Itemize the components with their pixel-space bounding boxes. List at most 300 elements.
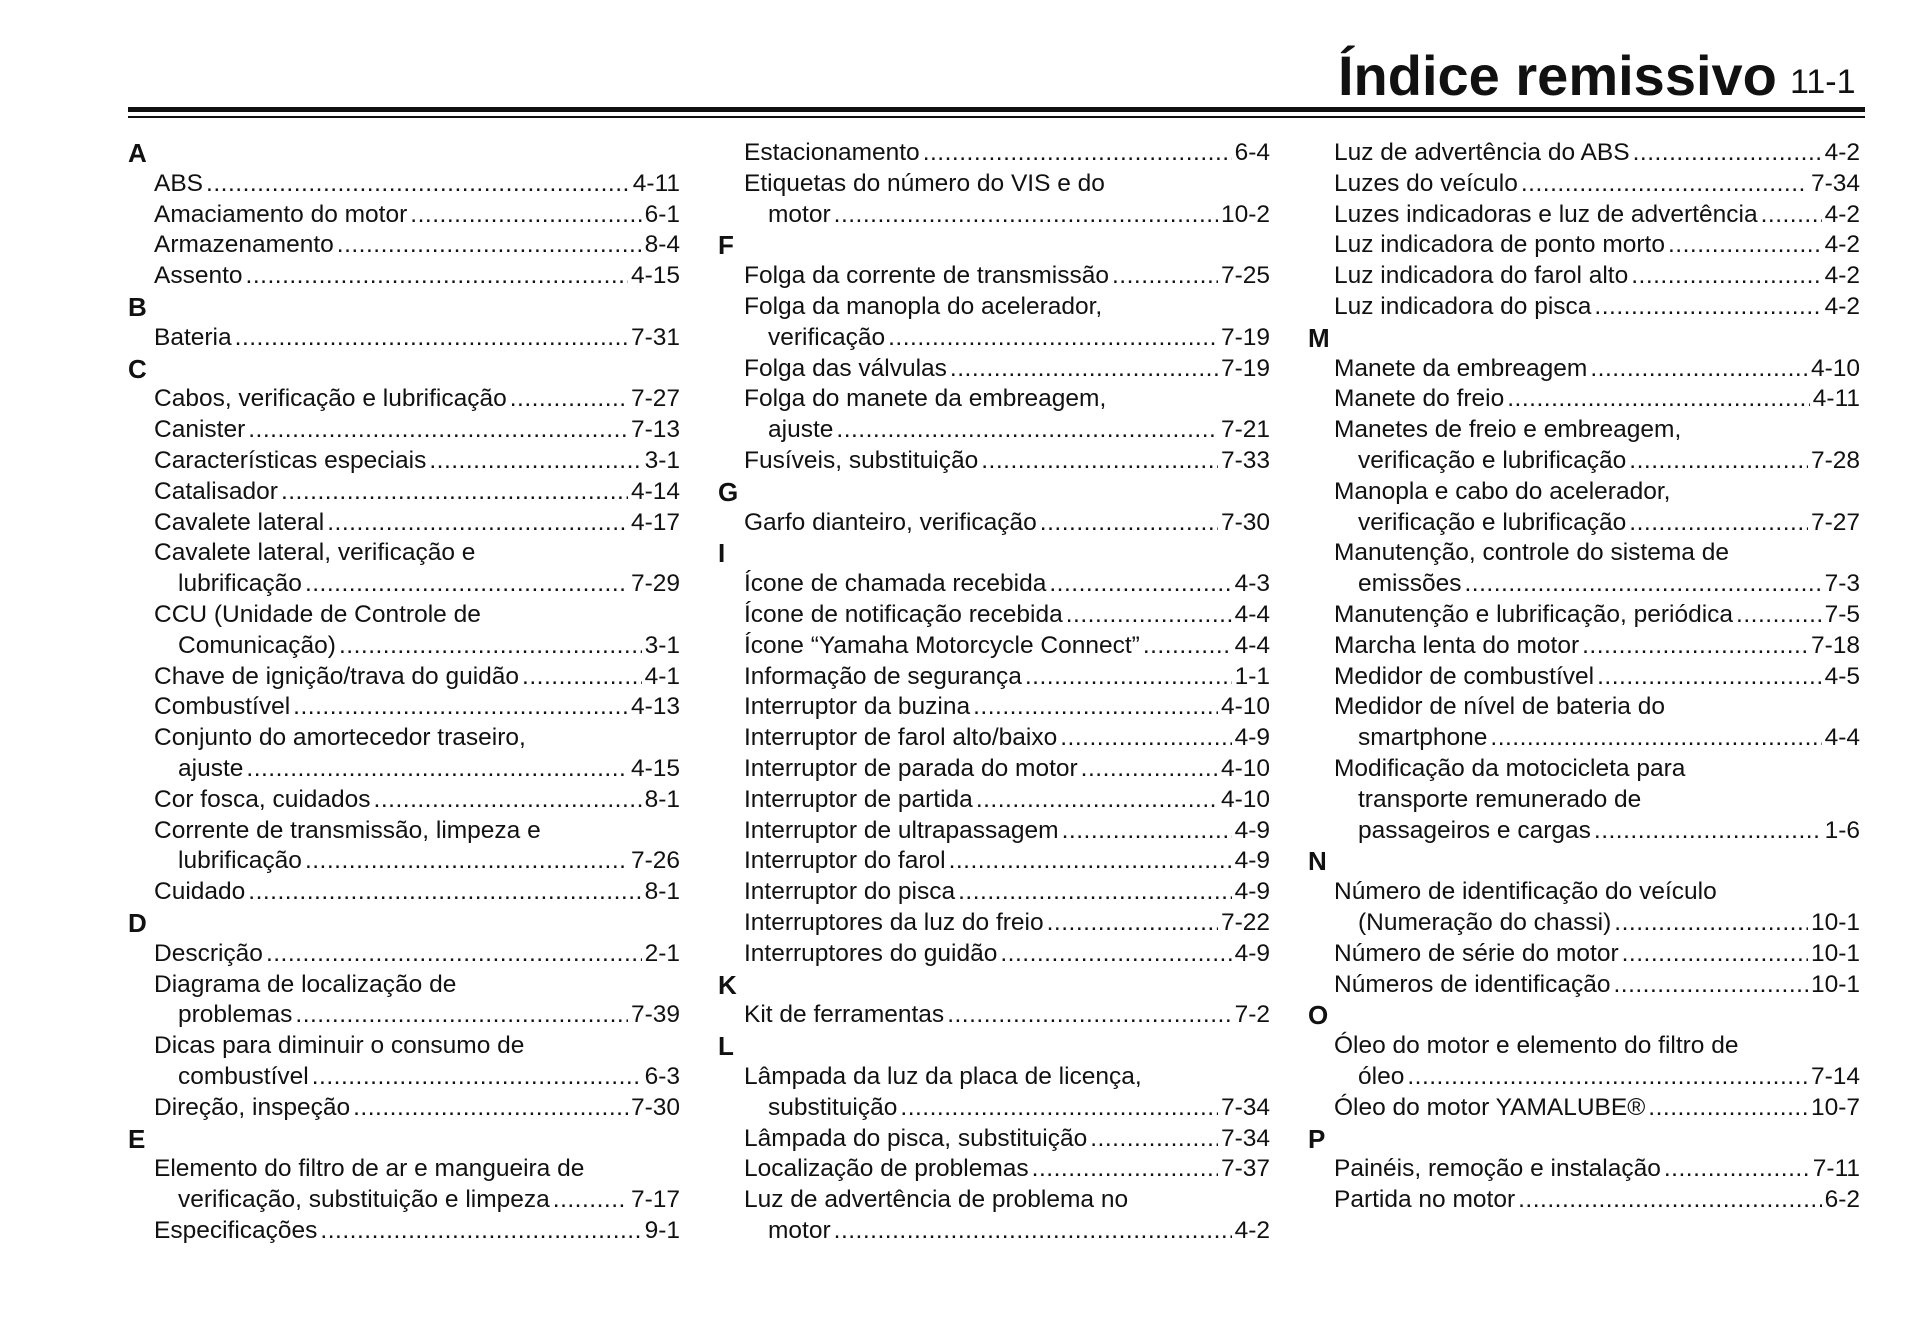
entry-line (128, 1216, 680, 1247)
entry-line (1308, 1154, 1860, 1185)
entry-text: motor (768, 1216, 831, 1244)
index-entry (128, 970, 680, 1032)
dot-leader (1597, 662, 1821, 693)
entry-page-ref: 3-1 (644, 631, 680, 659)
entry-text: Interruptor de ultrapassagem (744, 816, 1059, 844)
dot-leader (1047, 908, 1218, 939)
index-entry (718, 692, 1270, 723)
entry-page-ref: 7-3 (1824, 570, 1860, 598)
entry-text: Luz indicadora de ponto morto (1334, 231, 1665, 259)
index-entry (128, 1031, 680, 1093)
entry-text: passageiros e cargas (1358, 816, 1591, 844)
dot-leader (1736, 600, 1822, 631)
entry-text: CCU (Unidade de Controle de (154, 600, 481, 628)
section-letter: L (718, 1031, 734, 1062)
index-entry (1308, 138, 1860, 169)
entry-page-ref: 4-9 (1234, 724, 1270, 752)
entry-page-ref: 7-31 (630, 323, 680, 351)
entry-text: Interruptor do farol (744, 847, 946, 875)
dot-leader (1629, 508, 1808, 539)
index-entry (1308, 261, 1860, 292)
index-entry (1308, 477, 1860, 539)
entry-page-ref: 4-4 (1234, 631, 1270, 659)
entry-line (718, 1216, 1270, 1247)
entry-page-ref: 4-14 (630, 477, 680, 505)
entry-text: Medidor de combustível (1334, 662, 1595, 690)
entry-text: ajuste (768, 416, 834, 444)
entry-page-ref: 4-10 (1220, 754, 1270, 782)
index-entry (1308, 415, 1860, 477)
entry-line (718, 446, 1270, 477)
entry-text: lubrificação (178, 847, 302, 875)
entry-page-ref: 4-11 (1812, 385, 1860, 413)
dot-leader (836, 415, 1218, 446)
dot-leader (1507, 384, 1810, 415)
entry-page-ref: 4-4 (1234, 600, 1270, 628)
entry-text: Chave de ignição/trava do guidão (154, 662, 520, 690)
entry-page-ref: 7-13 (630, 416, 680, 444)
entry-page-ref: 4-9 (1234, 939, 1270, 967)
index-entry (1308, 230, 1860, 261)
index-section (128, 138, 680, 292)
entry-page-ref: 4-9 (1234, 878, 1270, 906)
entry-line (718, 415, 1270, 446)
entry-line (1308, 1093, 1860, 1124)
index-entry (128, 1216, 680, 1247)
entry-page-ref: 4-2 (1824, 262, 1860, 290)
dot-leader (1594, 816, 1822, 847)
entry-page-ref: 4-13 (630, 693, 680, 721)
entry-line (128, 508, 680, 539)
index-entry (1308, 662, 1860, 693)
entry-text: Luz de advertência do ABS (1334, 139, 1630, 166)
dot-leader (1613, 970, 1808, 1001)
section-letter: B (128, 291, 147, 322)
dot-leader (312, 1062, 642, 1093)
index-entry (718, 908, 1270, 939)
entry-line (1308, 354, 1860, 385)
entry-page-ref: 7-26 (630, 847, 680, 875)
dot-leader (1000, 939, 1231, 970)
index-entry (1308, 538, 1860, 600)
index-entry (718, 1154, 1270, 1185)
entry-line (1308, 970, 1860, 1001)
index-entry (128, 600, 680, 662)
entry-page-ref: 7-30 (630, 1093, 680, 1121)
index-entry (128, 415, 680, 446)
dot-leader (888, 323, 1218, 354)
dot-leader (295, 1000, 628, 1031)
entry-text: transporte remunerado de (1358, 785, 1642, 813)
entry-page-ref: 4-2 (1824, 200, 1860, 228)
entry-line (718, 1124, 1270, 1155)
dot-leader (246, 754, 628, 785)
entry-line (1308, 508, 1860, 539)
entry-page-ref: 4-1 (644, 662, 680, 690)
entry-text: Dicas para diminuir o consumo de (154, 1032, 525, 1060)
dot-leader (1490, 723, 1821, 754)
entry-line (128, 846, 680, 877)
dot-leader (320, 1216, 641, 1247)
entry-page-ref: 7-34 (1220, 1124, 1270, 1152)
dot-leader (353, 1093, 628, 1124)
dot-leader (305, 846, 628, 877)
index-column-2 (718, 138, 1270, 1247)
index-section (1308, 323, 1860, 847)
entry-text: Modificação da motocicleta para (1334, 754, 1686, 782)
entry-line (1308, 939, 1860, 970)
entry-page-ref: 4-10 (1810, 354, 1860, 382)
entry-line (718, 200, 1270, 231)
entry-text: ABS (154, 169, 204, 197)
entry-line (1308, 1062, 1860, 1093)
index-entry (718, 138, 1270, 169)
entry-line (1308, 200, 1860, 231)
dot-leader (248, 877, 641, 908)
entry-page-ref: 7-19 (1220, 323, 1270, 351)
index-entry (128, 662, 680, 693)
index-entry (718, 816, 1270, 847)
entry-line (718, 631, 1270, 662)
index-entry (1308, 384, 1860, 415)
dot-leader (248, 415, 628, 446)
index-entry (718, 600, 1270, 631)
entry-page-ref: 7-37 (1220, 1155, 1270, 1183)
entry-page-ref: 9-1 (644, 1216, 680, 1244)
entry-line (1308, 230, 1860, 261)
entry-text: Números de identificação (1334, 970, 1611, 998)
dot-leader (1521, 169, 1808, 200)
index-entry (1308, 970, 1860, 1001)
dot-leader (1629, 446, 1808, 477)
entry-text: smartphone (1358, 724, 1488, 752)
index-entry (1308, 754, 1860, 846)
dot-leader (553, 1185, 628, 1216)
index-section (718, 230, 1270, 476)
entry-line (1308, 816, 1860, 847)
entry-page-ref: 10-1 (1810, 970, 1860, 998)
index-entry (1308, 1031, 1860, 1093)
entry-text: Descrição (154, 939, 263, 967)
entry-page-ref: 2-1 (644, 939, 680, 967)
entry-text: Estacionamento (744, 139, 920, 166)
entry-line (128, 1185, 680, 1216)
dot-leader (339, 631, 642, 662)
index-entry (718, 1124, 1270, 1155)
entry-page-ref: 4-2 (1824, 139, 1860, 166)
entry-text: Características especiais (154, 446, 427, 474)
index-section (1308, 1124, 1860, 1216)
entry-text: Cavalete lateral, verificação e (154, 539, 476, 567)
entry-page-ref: 7-2 (1234, 1001, 1270, 1029)
entry-text: óleo (1358, 1062, 1405, 1090)
entry-line (718, 662, 1270, 693)
entry-line (1308, 384, 1860, 415)
entry-line (718, 785, 1270, 816)
page-header (0, 0, 1920, 125)
entry-line (128, 662, 680, 693)
entry-text: Interruptor da buzina (744, 693, 971, 721)
index-entry (128, 477, 680, 508)
dot-leader (1518, 1185, 1821, 1216)
entry-line (1308, 261, 1860, 292)
page-title: Índice remissivo (1338, 44, 1777, 107)
index-entry (1308, 600, 1860, 631)
entry-page-ref: 10-2 (1220, 200, 1270, 228)
entry-line (718, 939, 1270, 970)
section-letter: A (128, 138, 147, 168)
index-entry (1308, 1154, 1860, 1185)
entry-text: verificação e lubrificação (1358, 446, 1627, 474)
entry-line (1308, 631, 1860, 662)
entry-page-ref: 4-2 (1824, 231, 1860, 259)
entry-line (1308, 292, 1860, 323)
entry-page-ref: 7-14 (1810, 1062, 1860, 1090)
index-section (718, 477, 1270, 539)
entry-text: Comunicação) (178, 631, 336, 659)
index-entry (128, 785, 680, 816)
dot-leader (1648, 1093, 1808, 1124)
entry-text: Luzes indicadoras e luz de advertência (1334, 200, 1758, 228)
entry-page-ref: 7-17 (630, 1186, 680, 1214)
entry-line (1308, 723, 1860, 754)
dot-leader (266, 939, 642, 970)
entry-line (128, 631, 680, 662)
entry-text: Combustível (154, 693, 291, 721)
dot-leader (1049, 569, 1231, 600)
entry-text: Manete da embreagem (1334, 354, 1588, 382)
entry-page-ref: 4-11 (632, 169, 680, 197)
entry-text: Elemento do filtro de ar e mangueira de (154, 1155, 585, 1183)
entry-line (128, 477, 680, 508)
entry-text: Bateria (154, 323, 232, 351)
entry-page-ref: 4-2 (1824, 292, 1860, 320)
entry-text: Cuidado (154, 878, 246, 906)
entry-line (128, 569, 680, 600)
entry-line (128, 1093, 680, 1124)
entry-text: Partida no motor (1334, 1186, 1516, 1214)
entry-text: Marcha lenta do motor (1334, 631, 1580, 659)
dot-leader (1761, 200, 1822, 231)
entry-text: Luz indicadora do pisca (1334, 292, 1592, 320)
entry-text: Folga da corrente de transmissão (744, 262, 1109, 290)
entry-page-ref: 4-3 (1234, 570, 1270, 598)
entry-line (1308, 446, 1860, 477)
entry-text: Garfo dianteiro, verificação (744, 508, 1037, 536)
entry-text: Corrente de transmissão, limpeza e (154, 816, 541, 844)
entry-page-ref: 4-15 (630, 754, 680, 782)
entry-page-ref: 10-7 (1810, 1093, 1860, 1121)
entry-page-ref: 8-1 (644, 878, 680, 906)
entry-page-ref: 4-9 (1234, 847, 1270, 875)
index-section (718, 538, 1270, 969)
header-rule-thin (128, 116, 1865, 118)
entry-page-ref: 8-1 (644, 785, 680, 813)
dot-leader (1668, 230, 1822, 261)
entry-text: Cavalete lateral (154, 508, 325, 536)
entry-text: Lâmpada do pisca, substituição (744, 1124, 1088, 1152)
entry-page-ref: 7-19 (1220, 354, 1270, 382)
entry-text: Localização de problemas (744, 1155, 1029, 1183)
index-entry (128, 538, 680, 600)
entry-text: Interruptor de partida (744, 785, 973, 813)
entry-text: Interruptor de parada do motor (744, 754, 1078, 782)
index-entry (1308, 692, 1860, 754)
entry-page-ref: 8-4 (644, 231, 680, 259)
index-entry (718, 384, 1270, 446)
index-entry (718, 785, 1270, 816)
entry-line (128, 785, 680, 816)
entry-page-ref: 7-34 (1220, 1093, 1270, 1121)
index-section (128, 354, 680, 908)
index-entry (128, 1154, 680, 1216)
dot-leader (1590, 354, 1808, 385)
entry-page-ref: 7-25 (1220, 262, 1270, 290)
entry-text: verificação (768, 323, 886, 351)
entry-line (718, 723, 1270, 754)
entry-line (1308, 138, 1860, 169)
entry-line (128, 877, 680, 908)
entry-line (128, 939, 680, 970)
dot-leader (949, 846, 1232, 877)
entry-page-ref: 6-2 (1824, 1186, 1860, 1214)
dot-leader (1060, 723, 1231, 754)
dot-leader (327, 508, 628, 539)
entry-line (718, 816, 1270, 847)
dot-leader (834, 1216, 1232, 1247)
entry-text: Manutenção, controle do sistema de (1334, 539, 1729, 567)
entry-line (718, 569, 1270, 600)
dot-leader (950, 354, 1218, 385)
index-entry (1308, 1185, 1860, 1216)
dot-leader (1622, 939, 1808, 970)
index-section (1308, 846, 1860, 1000)
entry-text: ajuste (178, 754, 244, 782)
index-entry (128, 1093, 680, 1124)
entry-text: Número de série do motor (1334, 939, 1619, 967)
entry-text: Catalisador (154, 477, 278, 505)
entry-text: Manutenção e lubrificação, periódica (1334, 600, 1734, 628)
index-entry (718, 723, 1270, 754)
entry-text: Manetes de freio e embreagem, (1334, 416, 1682, 444)
entry-page-ref: 4-5 (1824, 662, 1860, 690)
entry-page-ref: 10-1 (1810, 908, 1860, 936)
section-letter: I (718, 538, 726, 569)
index-section (718, 138, 1270, 230)
section-letter: G (718, 476, 739, 507)
entry-line (128, 384, 680, 415)
entry-page-ref: 7-21 (1220, 416, 1270, 444)
dot-leader (235, 323, 628, 354)
index-entry (1308, 200, 1860, 231)
dot-leader (1040, 508, 1218, 539)
entry-line (128, 446, 680, 477)
entry-line (128, 230, 680, 261)
index-entry (718, 354, 1270, 385)
entry-text: Interruptores da luz do freio (744, 908, 1044, 936)
entry-page-ref: 4-15 (630, 262, 680, 290)
dot-leader (1032, 1154, 1218, 1185)
entry-page-ref: 7-22 (1220, 908, 1270, 936)
index-column-1 (128, 138, 680, 1247)
entry-text: Informação de segurança (744, 662, 1022, 690)
entry-line (718, 261, 1270, 292)
entry-text: Manopla e cabo do acelerador, (1334, 477, 1671, 505)
index-section (128, 292, 680, 354)
entry-page-ref: 10-1 (1810, 939, 1860, 967)
index-entry (718, 1000, 1270, 1031)
entry-page-ref: 7-27 (1810, 508, 1860, 536)
dot-leader (410, 200, 641, 231)
index-entry (128, 169, 680, 200)
entry-line (1308, 569, 1860, 600)
entry-page-ref: 7-39 (630, 1001, 680, 1029)
section-letter: F (718, 230, 734, 261)
index-entry (718, 631, 1270, 662)
entry-line (718, 1000, 1270, 1031)
index-entry (1308, 292, 1860, 323)
entry-line (128, 754, 680, 785)
dot-leader (1633, 138, 1822, 169)
dot-leader (1407, 1062, 1808, 1093)
entry-line (1308, 1185, 1860, 1216)
index-entry (718, 754, 1270, 785)
dot-leader (1090, 1124, 1218, 1155)
entry-line (718, 908, 1270, 939)
index-column-3 (1308, 138, 1860, 1216)
entry-line (718, 1093, 1270, 1124)
index-entry (128, 446, 680, 477)
entry-line (1308, 600, 1860, 631)
entry-text: Luzes do veículo (1334, 169, 1518, 197)
dot-leader (305, 569, 628, 600)
entry-text: Folga do manete da embreagem, (744, 385, 1107, 413)
entry-text: Diagrama de localização de (154, 970, 457, 998)
entry-line (718, 877, 1270, 908)
dot-leader (374, 785, 642, 816)
entry-line (128, 692, 680, 723)
index-entry (718, 569, 1270, 600)
entry-line (128, 200, 680, 231)
dot-leader (1582, 631, 1808, 662)
entry-page-ref: 7-33 (1220, 446, 1270, 474)
index-entry (718, 446, 1270, 477)
entry-text: verificação e lubrificação (1358, 508, 1627, 536)
entry-page-ref: 7-28 (1810, 446, 1860, 474)
dot-leader (206, 169, 630, 200)
entry-page-ref: 6-3 (644, 1062, 680, 1090)
index-section (128, 908, 680, 1124)
index-entry (128, 877, 680, 908)
index-entry (1308, 939, 1860, 970)
dot-leader (1594, 292, 1821, 323)
entry-page-ref: 7-27 (630, 385, 680, 413)
entry-text: Interruptor do pisca (744, 878, 956, 906)
section-letter: E (128, 1123, 146, 1154)
section-letter: D (128, 907, 147, 938)
entry-text: motor (768, 200, 831, 228)
index-entry (718, 939, 1270, 970)
entry-page-ref: 3-1 (644, 446, 680, 474)
dot-leader (947, 1000, 1231, 1031)
entry-text: Medidor de nível de bateria do (1334, 693, 1665, 721)
section-letter: O (1308, 1000, 1329, 1031)
entry-line (718, 354, 1270, 385)
entry-line (128, 1000, 680, 1031)
entry-text: Etiquetas do número do VIS e do (744, 169, 1105, 197)
index-entry (1308, 1093, 1860, 1124)
entry-text: Número de identificação do veículo (1334, 878, 1717, 906)
